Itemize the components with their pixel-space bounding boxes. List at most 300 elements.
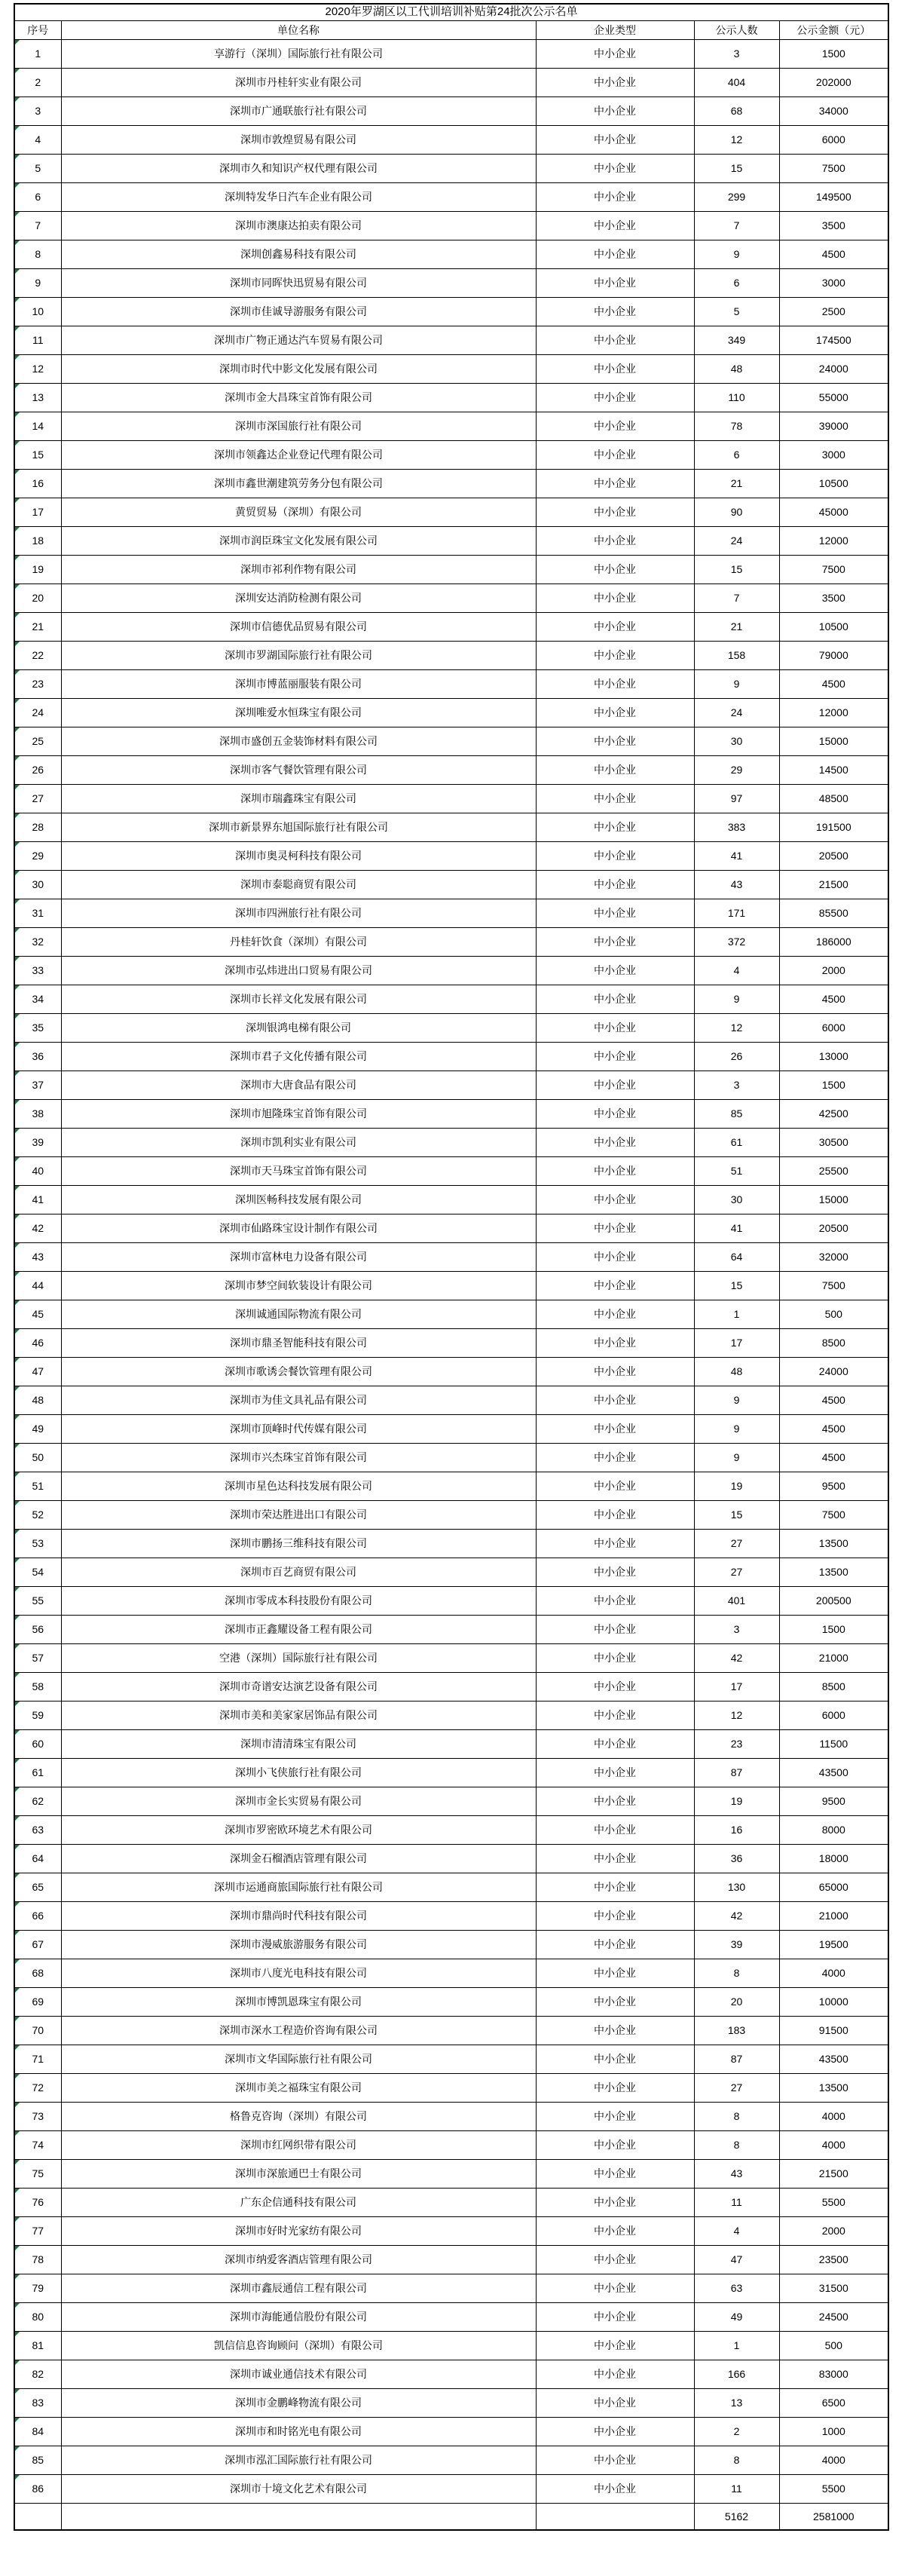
total-name-cell [61, 2504, 536, 2531]
row-amount-cell: 4500 [779, 240, 888, 269]
row-company-type-cell: 中小企业 [536, 699, 694, 727]
row-company-type-cell: 中小企业 [536, 126, 694, 155]
row-company-type-cell: 中小企业 [536, 1272, 694, 1300]
row-index-cell: 69 [14, 1988, 61, 2017]
row-company-type-cell: 中小企业 [536, 1673, 694, 1702]
row-company-type-cell: 中小企业 [536, 269, 694, 298]
row-amount-cell: 6000 [779, 126, 888, 155]
column-header-row [14, 21, 888, 40]
row-index-cell: 68 [14, 1959, 61, 1988]
row-person-count-cell: 9 [694, 240, 779, 269]
row-index-cell: 73 [14, 2103, 61, 2131]
row-company-name-cell: 深圳市漫威旅游服务有限公司 [61, 1931, 536, 1959]
row-company-type-cell: 中小企业 [536, 2103, 694, 2131]
row-amount-cell: 10500 [779, 613, 888, 642]
row-person-count-cell: 16 [694, 1816, 779, 1845]
row-amount-cell: 55000 [779, 384, 888, 412]
cell-error-flag-icon [15, 1902, 20, 1907]
cell-error-flag-icon [15, 842, 20, 847]
row-index-cell: 35 [14, 1014, 61, 1043]
row-company-name-cell: 深圳市同晖快迅贸易有限公司 [61, 269, 536, 298]
row-amount-cell: 15000 [779, 1186, 888, 1214]
row-company-type-cell: 中小企业 [536, 1787, 694, 1816]
table-row [14, 2303, 888, 2332]
row-index-cell: 84 [14, 2418, 61, 2446]
row-person-count-cell: 8 [694, 2446, 779, 2475]
row-company-type-cell: 中小企业 [536, 1415, 694, 1444]
table-row [14, 2332, 888, 2360]
row-amount-cell: 21500 [779, 2160, 888, 2189]
row-person-count-cell: 166 [694, 2360, 779, 2389]
table-row [14, 928, 888, 957]
table-row [14, 2360, 888, 2389]
row-company-name-cell: 丹桂轩饮食（深圳）有限公司 [61, 928, 536, 957]
cell-error-flag-icon [15, 1530, 20, 1534]
table-row [14, 1243, 888, 1272]
row-person-count-cell: 27 [694, 2074, 779, 2103]
table-row [14, 240, 888, 269]
cell-error-flag-icon [15, 498, 20, 503]
row-index-cell: 11 [14, 326, 61, 355]
cell-error-flag-icon [15, 1472, 20, 1477]
row-company-type-cell: 中小企业 [536, 97, 694, 126]
row-company-name-cell: 深圳市为佳文具礼品有限公司 [61, 1386, 536, 1415]
row-amount-cell: 4500 [779, 670, 888, 699]
row-company-type-cell: 中小企业 [536, 613, 694, 642]
row-company-name-cell: 深圳市博凯恩珠宝有限公司 [61, 1988, 536, 2017]
row-person-count-cell: 17 [694, 1329, 779, 1358]
row-company-type-cell: 中小企业 [536, 2017, 694, 2045]
row-person-count-cell: 9 [694, 1415, 779, 1444]
table-row [14, 1386, 888, 1415]
row-person-count-cell: 3 [694, 1616, 779, 1644]
row-person-count-cell: 13 [694, 2389, 779, 2418]
row-person-count-cell: 43 [694, 871, 779, 899]
cell-error-flag-icon [15, 985, 20, 990]
row-index-cell: 49 [14, 1415, 61, 1444]
cell-error-flag-icon [15, 2189, 20, 2193]
table-row [14, 1358, 888, 1386]
table-row [14, 1959, 888, 1988]
cell-error-flag-icon [15, 699, 20, 703]
row-company-type-cell: 中小企业 [536, 1329, 694, 1358]
table-row [14, 1129, 888, 1157]
table-row [14, 412, 888, 441]
row-amount-cell: 13000 [779, 1043, 888, 1071]
row-person-count-cell: 1 [694, 1300, 779, 1329]
row-amount-cell: 45000 [779, 498, 888, 527]
row-company-name-cell: 深圳市长祥文化发展有限公司 [61, 985, 536, 1014]
table-row [14, 1759, 888, 1787]
cell-error-flag-icon [15, 1959, 20, 1964]
row-person-count-cell: 36 [694, 1845, 779, 1873]
row-index-cell: 4 [14, 126, 61, 155]
cell-error-flag-icon [15, 928, 20, 933]
row-amount-cell: 202000 [779, 69, 888, 97]
row-person-count-cell: 8 [694, 2131, 779, 2160]
cell-error-flag-icon [15, 2045, 20, 2050]
row-index-cell: 39 [14, 1129, 61, 1157]
cell-error-flag-icon [15, 1157, 20, 1162]
row-amount-cell: 14500 [779, 756, 888, 785]
cell-error-flag-icon [15, 1759, 20, 1763]
row-company-type-cell: 中小企业 [536, 298, 694, 326]
table-row [14, 613, 888, 642]
table-row [14, 642, 888, 670]
row-company-name-cell: 深圳市金长实贸易有限公司 [61, 1787, 536, 1816]
cell-error-flag-icon [15, 2217, 20, 2222]
row-person-count-cell: 7 [694, 584, 779, 613]
row-company-type-cell: 中小企业 [536, 40, 694, 69]
row-company-name-cell: 深圳市仙路珠宝设计制作有限公司 [61, 1214, 536, 1243]
table-row [14, 1444, 888, 1472]
row-amount-cell: 32000 [779, 1243, 888, 1272]
row-company-name-cell: 深圳市广物正通达汽车贸易有限公司 [61, 326, 536, 355]
row-index-cell: 72 [14, 2074, 61, 2103]
cell-error-flag-icon [15, 1071, 20, 1076]
row-amount-cell: 4000 [779, 2446, 888, 2475]
row-company-name-cell: 广东企信通科技有限公司 [61, 2189, 536, 2217]
row-amount-cell: 20500 [779, 842, 888, 871]
row-index-cell: 36 [14, 1043, 61, 1071]
cell-error-flag-icon [15, 1873, 20, 1878]
table-row [14, 155, 888, 183]
row-company-type-cell: 中小企业 [536, 1988, 694, 2017]
row-index-cell: 86 [14, 2475, 61, 2504]
cell-error-flag-icon [15, 441, 20, 446]
cell-error-flag-icon [15, 1845, 20, 1849]
cell-error-flag-icon [15, 1501, 20, 1505]
row-amount-cell: 10000 [779, 1988, 888, 2017]
row-person-count-cell: 48 [694, 355, 779, 384]
row-amount-cell: 5500 [779, 2189, 888, 2217]
row-company-name-cell: 深圳诚通国际物流有限公司 [61, 1300, 536, 1329]
row-index-cell: 8 [14, 240, 61, 269]
row-company-type-cell: 中小企业 [536, 642, 694, 670]
row-company-type-cell: 中小企业 [536, 928, 694, 957]
cell-error-flag-icon [15, 384, 20, 388]
row-company-type-cell: 中小企业 [536, 2131, 694, 2160]
row-amount-cell: 21000 [779, 1902, 888, 1931]
cell-error-flag-icon [15, 871, 20, 875]
row-amount-cell: 19500 [779, 1931, 888, 1959]
row-person-count-cell: 15 [694, 1272, 779, 1300]
row-amount-cell: 30500 [779, 1129, 888, 1157]
row-amount-cell: 500 [779, 2332, 888, 2360]
row-person-count-cell: 9 [694, 670, 779, 699]
cell-error-flag-icon [15, 1043, 20, 1047]
row-amount-cell: 15000 [779, 727, 888, 756]
row-company-name-cell: 深圳市金鹏峰物流有限公司 [61, 2389, 536, 2418]
row-company-name-cell: 深圳市澳康达拍卖有限公司 [61, 212, 536, 240]
row-index-cell: 57 [14, 1644, 61, 1673]
table-row [14, 584, 888, 613]
row-index-cell: 54 [14, 1558, 61, 1587]
row-company-type-cell: 中小企业 [536, 1444, 694, 1472]
row-amount-cell: 23500 [779, 2246, 888, 2274]
cell-error-flag-icon [15, 1243, 20, 1248]
row-company-type-cell: 中小企业 [536, 412, 694, 441]
row-person-count-cell: 183 [694, 2017, 779, 2045]
row-company-name-cell: 深圳创鑫易科技有限公司 [61, 240, 536, 269]
table-foot [14, 2504, 888, 2531]
row-amount-cell: 11500 [779, 1730, 888, 1759]
title-row [14, 4, 888, 21]
cell-error-flag-icon [15, 2274, 20, 2279]
row-person-count-cell: 4 [694, 2217, 779, 2246]
row-person-count-cell: 42 [694, 1644, 779, 1673]
cell-error-flag-icon [15, 2446, 20, 2451]
row-index-cell: 43 [14, 1243, 61, 1272]
row-company-type-cell: 中小企业 [536, 756, 694, 785]
row-amount-cell: 13500 [779, 2074, 888, 2103]
cell-error-flag-icon [15, 212, 20, 216]
row-company-name-cell: 深圳市纳爱客酒店管理有限公司 [61, 2246, 536, 2274]
row-index-cell: 55 [14, 1587, 61, 1616]
row-index-cell: 85 [14, 2446, 61, 2475]
cell-error-flag-icon [15, 813, 20, 818]
row-person-count-cell: 41 [694, 842, 779, 871]
cell-error-flag-icon [15, 69, 20, 73]
table-row [14, 1988, 888, 2017]
table-row [14, 2246, 888, 2274]
row-index-cell: 37 [14, 1071, 61, 1100]
row-company-type-cell: 中小企业 [536, 2246, 694, 2274]
table-row [14, 97, 888, 126]
cell-error-flag-icon [15, 240, 20, 245]
row-index-cell: 31 [14, 899, 61, 928]
cell-error-flag-icon [15, 1816, 20, 1821]
row-amount-cell: 24500 [779, 2303, 888, 2332]
row-company-name-cell: 空港（深圳）国际旅行社有限公司 [61, 1644, 536, 1673]
table-row [14, 1100, 888, 1129]
table-row [14, 2017, 888, 2045]
row-amount-cell: 65000 [779, 1873, 888, 1902]
row-amount-cell: 10500 [779, 470, 888, 498]
row-person-count-cell: 9 [694, 1386, 779, 1415]
total-count-cell: 5162 [694, 2504, 779, 2531]
cell-error-flag-icon [15, 584, 20, 589]
row-amount-cell: 9500 [779, 1472, 888, 1501]
row-amount-cell: 13500 [779, 1558, 888, 1587]
row-index-cell: 23 [14, 670, 61, 699]
row-person-count-cell: 39 [694, 1931, 779, 1959]
cell-error-flag-icon [15, 1129, 20, 1133]
row-company-name-cell: 深圳市梦空间软装设计有限公司 [61, 1272, 536, 1300]
row-amount-cell: 149500 [779, 183, 888, 212]
row-index-cell: 80 [14, 2303, 61, 2332]
row-company-type-cell: 中小企业 [536, 1587, 694, 1616]
row-amount-cell: 1500 [779, 40, 888, 69]
row-amount-cell: 91500 [779, 2017, 888, 2045]
cell-error-flag-icon [15, 326, 20, 331]
cell-error-flag-icon [15, 1644, 20, 1649]
row-company-type-cell: 中小企业 [536, 2189, 694, 2217]
row-index-cell: 16 [14, 470, 61, 498]
row-person-count-cell: 41 [694, 1214, 779, 1243]
row-amount-cell: 20500 [779, 1214, 888, 1243]
row-company-type-cell: 中小企业 [536, 1214, 694, 1243]
row-company-type-cell: 中小企业 [536, 2160, 694, 2189]
table-body [14, 40, 888, 2504]
row-index-cell: 53 [14, 1530, 61, 1558]
cell-error-flag-icon [15, 126, 20, 130]
row-company-type-cell: 中小企业 [536, 1186, 694, 1214]
row-company-name-cell: 深圳市凯利实业有限公司 [61, 1129, 536, 1157]
row-amount-cell: 24000 [779, 355, 888, 384]
row-company-name-cell: 深圳市八度光电科技有限公司 [61, 1959, 536, 1988]
table-row [14, 2160, 888, 2189]
row-amount-cell: 48500 [779, 785, 888, 813]
row-company-name-cell: 深圳市顶峰时代传媒有限公司 [61, 1415, 536, 1444]
cell-error-flag-icon [15, 2389, 20, 2394]
row-company-name-cell: 深圳市金大昌珠宝首饰有限公司 [61, 384, 536, 412]
row-index-cell: 7 [14, 212, 61, 240]
cell-error-flag-icon [15, 2418, 20, 2422]
row-company-name-cell: 深圳市博蓝丽服装有限公司 [61, 670, 536, 699]
row-company-name-cell: 黄贸贸易（深圳）有限公司 [61, 498, 536, 527]
row-person-count-cell: 61 [694, 1129, 779, 1157]
row-person-count-cell: 42 [694, 1902, 779, 1931]
table-row [14, 1472, 888, 1501]
table-row [14, 40, 888, 69]
row-company-type-cell: 中小企业 [536, 556, 694, 584]
table-row [14, 2131, 888, 2160]
row-person-count-cell: 401 [694, 1587, 779, 1616]
row-amount-cell: 4000 [779, 2131, 888, 2160]
column-header-amount: 公示金额（元） [779, 21, 888, 40]
row-amount-cell: 500 [779, 1300, 888, 1329]
row-person-count-cell: 27 [694, 1558, 779, 1587]
row-index-cell: 13 [14, 384, 61, 412]
table-row [14, 985, 888, 1014]
table-row [14, 756, 888, 785]
row-person-count-cell: 15 [694, 556, 779, 584]
table-row [14, 1214, 888, 1243]
row-index-cell: 47 [14, 1358, 61, 1386]
row-index-cell: 51 [14, 1472, 61, 1501]
table-row [14, 1616, 888, 1644]
row-company-name-cell: 深圳市兴杰珠宝首饰有限公司 [61, 1444, 536, 1472]
row-person-count-cell: 404 [694, 69, 779, 97]
cell-error-flag-icon [15, 642, 20, 646]
row-amount-cell: 3000 [779, 269, 888, 298]
row-company-type-cell: 中小企业 [536, 584, 694, 613]
row-company-name-cell: 深圳市弘炜进出口贸易有限公司 [61, 957, 536, 985]
row-index-cell: 65 [14, 1873, 61, 1902]
row-company-name-cell: 深圳市星色达科技发展有限公司 [61, 1472, 536, 1501]
row-company-name-cell: 深圳市奥灵柯科技有限公司 [61, 842, 536, 871]
table-row [14, 1673, 888, 1702]
row-company-name-cell: 深圳市美之福珠宝有限公司 [61, 2074, 536, 2103]
row-index-cell: 3 [14, 97, 61, 126]
row-person-count-cell: 87 [694, 1759, 779, 1787]
row-index-cell: 82 [14, 2360, 61, 2389]
row-company-name-cell: 深圳市海能通信股份有限公司 [61, 2303, 536, 2332]
cell-error-flag-icon [15, 1787, 20, 1792]
row-company-name-cell: 深圳银鸿电梯有限公司 [61, 1014, 536, 1043]
row-company-type-cell: 中小企业 [536, 2475, 694, 2504]
cell-error-flag-icon [15, 1702, 20, 1706]
row-person-count-cell: 349 [694, 326, 779, 355]
table-row [14, 1644, 888, 1673]
table-row [14, 441, 888, 470]
cell-error-flag-icon [15, 613, 20, 617]
row-person-count-cell: 12 [694, 1702, 779, 1730]
row-amount-cell: 3000 [779, 441, 888, 470]
row-amount-cell: 9500 [779, 1787, 888, 1816]
row-company-name-cell: 深圳市美和美家家居饰品有限公司 [61, 1702, 536, 1730]
row-company-type-cell: 中小企业 [536, 2389, 694, 2418]
table-row [14, 1558, 888, 1587]
row-company-type-cell: 中小企业 [536, 1300, 694, 1329]
cell-error-flag-icon [15, 1186, 20, 1190]
row-amount-cell: 6500 [779, 2389, 888, 2418]
row-amount-cell: 4500 [779, 1386, 888, 1415]
row-company-name-cell: 深圳市鑫辰通信工程有限公司 [61, 2274, 536, 2303]
row-person-count-cell: 9 [694, 1444, 779, 1472]
total-amount-cell: 2581000 [779, 2504, 888, 2531]
cell-error-flag-icon [15, 1730, 20, 1735]
row-amount-cell: 12000 [779, 699, 888, 727]
row-amount-cell: 39000 [779, 412, 888, 441]
row-person-count-cell: 8 [694, 1959, 779, 1988]
row-company-type-cell: 中小企业 [536, 1043, 694, 1071]
table-row [14, 785, 888, 813]
cell-error-flag-icon [15, 1673, 20, 1677]
row-index-cell: 2 [14, 69, 61, 97]
row-person-count-cell: 97 [694, 785, 779, 813]
row-company-name-cell: 深圳市深旅通巴士有限公司 [61, 2160, 536, 2189]
row-company-name-cell: 深圳特发华日汽车企业有限公司 [61, 183, 536, 212]
row-amount-cell: 8000 [779, 1816, 888, 1845]
row-company-name-cell: 深圳市文华国际旅行社有限公司 [61, 2045, 536, 2074]
row-company-name-cell: 享游行（深圳）国际旅行社有限公司 [61, 40, 536, 69]
row-person-count-cell: 64 [694, 1243, 779, 1272]
row-company-name-cell: 深圳市天马珠宝首饰有限公司 [61, 1157, 536, 1186]
row-amount-cell: 4500 [779, 985, 888, 1014]
row-amount-cell: 13500 [779, 1530, 888, 1558]
row-company-type-cell: 中小企业 [536, 670, 694, 699]
row-amount-cell: 6000 [779, 1014, 888, 1043]
table-row [14, 1043, 888, 1071]
row-company-name-cell: 深圳市诚业通信技术有限公司 [61, 2360, 536, 2389]
row-company-type-cell: 中小企业 [536, 2360, 694, 2389]
row-company-type-cell: 中小企业 [536, 1071, 694, 1100]
table-row [14, 1787, 888, 1816]
row-company-type-cell: 中小企业 [536, 1386, 694, 1415]
row-company-type-cell: 中小企业 [536, 1157, 694, 1186]
row-company-type-cell: 中小企业 [536, 1501, 694, 1530]
row-company-type-cell: 中小企业 [536, 785, 694, 813]
cell-error-flag-icon [15, 40, 20, 44]
row-company-type-cell: 中小企业 [536, 957, 694, 985]
row-company-type-cell: 中小企业 [536, 2332, 694, 2360]
table-row [14, 1530, 888, 1558]
row-index-cell: 64 [14, 1845, 61, 1873]
cell-error-flag-icon [15, 957, 20, 961]
row-index-cell: 76 [14, 2189, 61, 2217]
cell-error-flag-icon [15, 670, 20, 675]
table-row [14, 2274, 888, 2303]
row-person-count-cell: 299 [694, 183, 779, 212]
cell-error-flag-icon [15, 1358, 20, 1362]
cell-error-flag-icon [15, 1988, 20, 1992]
row-index-cell: 10 [14, 298, 61, 326]
row-amount-cell: 3500 [779, 584, 888, 613]
table-head [14, 4, 888, 40]
cell-error-flag-icon [15, 2160, 20, 2164]
